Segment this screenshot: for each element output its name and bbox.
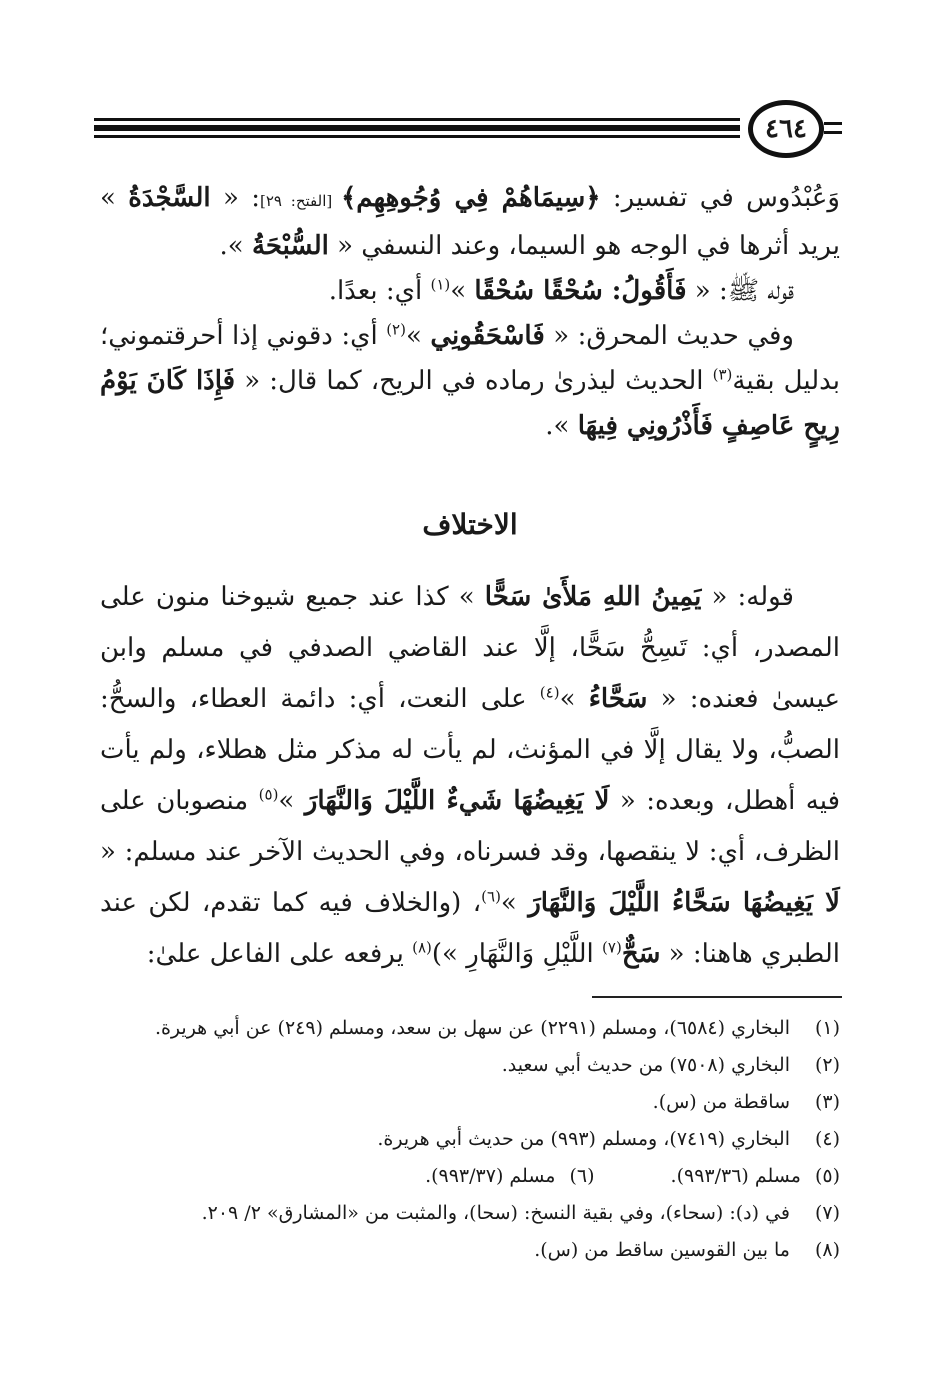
main-text-bottom (100, 572, 840, 980)
footnote (100, 1047, 840, 1084)
header-rule (94, 125, 740, 131)
text-run: أي: بعدًا. (328, 276, 431, 306)
footnote-text: في (د): (سحاء)، وفي بقية النسخ: (سحا)، والمثبت من «المشارق» ٢/ ٢٠٩. (201, 1202, 790, 1224)
text-run: » يريد أثرها في الوجه هو السيما، وعند النسفي « (100, 183, 840, 261)
hadith-quote: فَأَقُولُ: سُحْقًا سُحْقًا (474, 276, 687, 306)
footnote (100, 1232, 840, 1269)
text-run: » كذا عند جميع شيوخنا منون على المصدر، أي: تَسِحُّ سَحًّا، إلَّا عند القاضي الصدفي في مسلم وابن عيسىٰ فعنده: « (100, 582, 840, 714)
footnote (100, 1121, 840, 1158)
footnote-number: (٤) (814, 1128, 840, 1150)
section-heading: الاختلاف (422, 508, 518, 541)
text-run: ». (545, 411, 578, 441)
paragraph (100, 572, 840, 980)
footnote-text: مسلم (٩٩٣/٣٧). (425, 1165, 556, 1187)
footnote-number: (٧) (814, 1202, 840, 1224)
header-rule (94, 118, 740, 121)
hadith-quote: فَاسْحَقُونِي (430, 321, 545, 351)
term: سَحَّاءُ (588, 684, 648, 714)
footnote-text: البخاري (٧٤١٩)، ومسلم (٩٩٣) من حديث أبي هريرة. (377, 1128, 790, 1150)
footnote-ref: (٣) (712, 365, 733, 384)
text-run: قوله: « (701, 582, 794, 612)
paragraph (100, 269, 840, 314)
footnote-ref: (٤) (539, 683, 560, 702)
footnote-ref: (١) (430, 275, 451, 294)
footnote-text: البخاري (٧٥٠٨) من حديث أبي سعيد. (501, 1054, 790, 1076)
hadith-quote: لَا يَغِيضُهَا سَحَّاءُ اللَّيْلَ وَالنَّهَارَ (528, 888, 840, 918)
text-run: أي: دقوني إذا أحرقتموني؛ بدليل بقية (100, 321, 840, 396)
footnote-ref: (٧) (602, 938, 622, 957)
footnote-ref: (٦) (481, 887, 501, 906)
text-run: » (278, 786, 305, 816)
text-run: : « (210, 183, 260, 213)
footnote-text: البخاري (٦٥٨٤)، ومسلم (٢٢٩١) عن سهل بن سعد، ومسلم (٢٤٩) عن أبي هريرة. (154, 1017, 790, 1039)
text-run: قوله ﷺ: « (686, 276, 794, 306)
main-text-top (100, 176, 840, 449)
paragraph (100, 314, 840, 449)
footnote-pair (100, 1158, 840, 1195)
footnote-number: (١) (814, 1017, 840, 1039)
footnote-ref: (٨) (412, 938, 432, 957)
footnote-text: مسلم (٩٩٣/٣٦). (670, 1165, 801, 1187)
text-run: ، (والخلاف فيه كما تقدم، لكن عند الطبري هاهنا: « (100, 888, 840, 969)
footnote-number: (٥) (814, 1165, 840, 1187)
hadith-quote: يَمِينُ اللهِ مَلأَىٰ سَحًّا (484, 582, 702, 612)
term: السُّبْحَةُ (251, 231, 329, 261)
header-rule (94, 135, 740, 138)
paragraph (100, 176, 840, 269)
footnote-number: (٨) (814, 1239, 840, 1261)
text-run: الحديث ليذرىٰ رماده في الريح، كما قال: « (235, 366, 713, 396)
footnote-number: (٦) (569, 1165, 595, 1187)
footnote-ref: (٢) (386, 320, 406, 339)
hadith-quote: فَإِذَا كَانَ يَوْمُ رِيحٍ عَاصِفٍ فَأَذْرُونِي فِيهَا (100, 366, 840, 441)
text-run: وفي حديث المحرق: « (544, 321, 794, 351)
footnote (100, 1195, 840, 1232)
text-run: » (500, 888, 529, 918)
footnote-number: (٣) (814, 1091, 840, 1113)
footnote (100, 1010, 840, 1047)
term: سَحٌّ (621, 939, 661, 969)
text-run: » (405, 321, 431, 351)
hadith-quote: اللَّيْلِ وَالنَّهَارِ (466, 939, 603, 969)
page-header (94, 98, 842, 168)
term: السَّجْدَةُ (128, 183, 211, 213)
footnote (100, 1084, 840, 1121)
text-run: ». (219, 231, 252, 261)
page-number: ٤٦٤ (748, 100, 824, 158)
footnote-text: ما بين القوسين ساقط من (س). (534, 1239, 790, 1261)
text-run: يرفعه على الفاعل علىٰ: (146, 939, 413, 969)
text-run: » (559, 684, 589, 714)
quran-reference: [الفتح: ٢٩] (259, 192, 342, 210)
text-run: وَعُبْدُوس في تفسير: (600, 183, 840, 213)
text-run: » (450, 276, 475, 306)
header-rule (824, 122, 842, 125)
quran-quote: ﴿سِيمَاهُمْ فِي وُجُوهِهِم﴾ (341, 183, 601, 213)
footnote-divider (592, 996, 842, 998)
text-run: ») (431, 939, 467, 969)
footnotes (100, 1010, 840, 1269)
text-run: على النعت، أي: دائمة العطاء، والسحُّ: الصبُّ، ولا يقال إلَّا في المؤنث، لم يأت له مذكر مثل هطلاء، ولم يأت فيه أهطل، وبعده: « (100, 684, 841, 816)
footnote-text: ساقطة من (س). (652, 1091, 790, 1113)
hadith-quote: لَا يَغِيضُهَا شَيءٌ اللَّيْلَ وَالنَّهَارَ (304, 786, 610, 816)
footnote-number: (٢) (814, 1054, 840, 1076)
header-rule (824, 131, 842, 134)
text-run: منصوبان على الظرف، أي: لا ينقصها، وقد فسرناه، وفي الحديث الآخر عند مسلم: « (100, 786, 840, 867)
footnote-ref: (٥) (258, 785, 279, 804)
